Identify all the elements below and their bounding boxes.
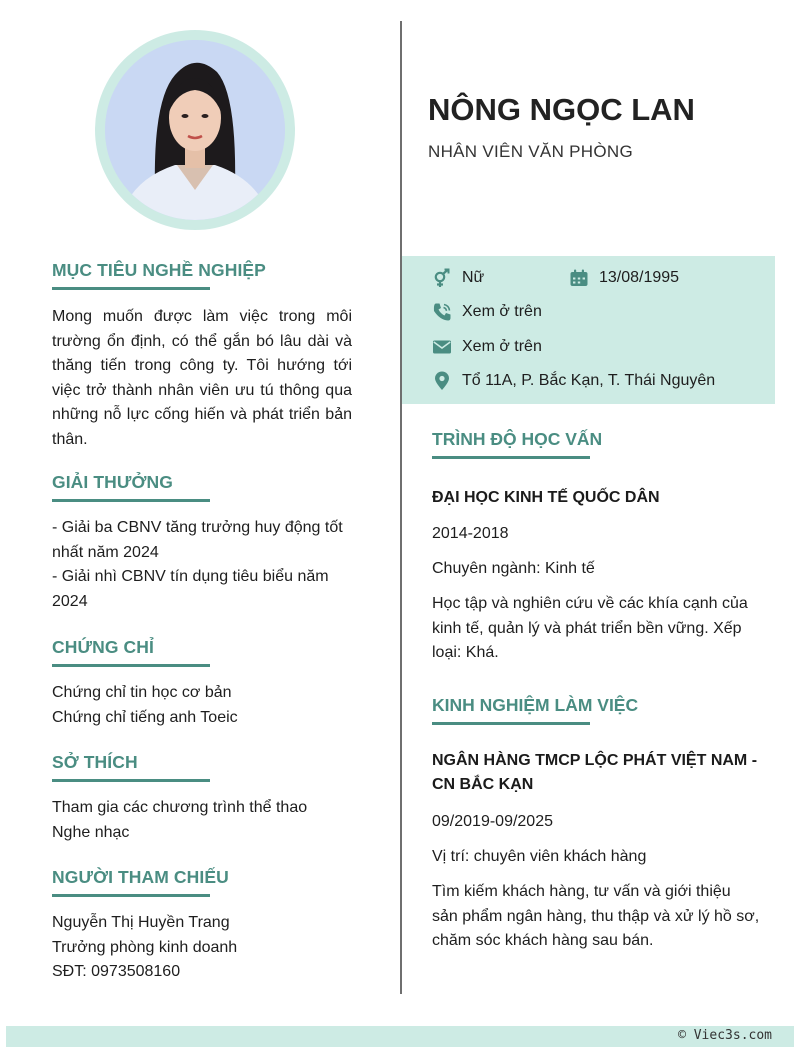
gender-value: Nữ [462,269,485,286]
references-underline [52,894,210,897]
contact-panel [402,256,775,404]
email-row [432,335,542,359]
experience-description: Tìm kiếm khách hàng, tư vấn và giới thiệu sản phẩm ngân hàng, thu thập và xử lý hồ sơ, chăm sóc khách hàng sau bán. [432,883,760,950]
phone-value: Xem ở trên [462,303,542,320]
experience-section [432,695,762,725]
certificates-list [52,681,352,730]
certificates-underline [52,664,210,667]
awards-list [52,516,352,614]
experience-position: Vị trí: chuyên viên khách hàng [432,848,647,865]
reference-position: Trưởng phòng kinh doanh [52,938,238,956]
objective-heading: MỤC TIÊU NGHỀ NGHIỆP [52,260,266,280]
education-section [432,429,762,459]
experience-period: 09/2019-09/2025 [432,813,553,830]
gender-row [432,266,484,290]
references-heading: NGƯỜI THAM CHIẾU [52,867,229,887]
objective-section [52,260,352,453]
column-divider [400,21,402,994]
reference-name: Nguyễn Thị Huyền Trang [52,914,230,931]
address-row [432,369,715,393]
email-value: Xem ở trên [462,338,542,355]
gender-icon [432,268,452,288]
awards-heading: GIẢI THƯỞNG [52,472,173,492]
phone-row [432,300,542,324]
certificates-section [52,637,352,730]
experience-company: NGÂN HÀNG TMCP LỘC PHÁT VIỆT NAM - CN BẮC KẠN [432,752,758,793]
references-list [52,911,352,985]
address-value: Tổ 11A, P. Bắc Kạn, T. Thái Nguyên [462,372,716,389]
avatar-frame [95,30,295,230]
education-heading: TRÌNH ĐỘ HỌC VẤN [432,429,603,449]
phone-icon [432,302,452,322]
certificate-item: Chứng chỉ tiếng anh Toeic [52,708,238,726]
candidate-name: NÔNG NGỌC LAN [428,92,695,127]
calendar-icon [569,268,589,288]
reference-phone: SĐT: 0973508160 [52,963,181,981]
candidate-job-title: NHÂN VIÊN VĂN PHÒNG [428,142,634,161]
envelope-icon [432,337,452,357]
experience-heading: KINH NGHIỆM LÀM VIỆC [432,695,639,715]
award-item: - Giải nhì CBNV tín dụng tiêu biểu năm 2024 [52,568,329,610]
hobbies-underline [52,779,210,782]
birthday-value: 13/08/1995 [599,269,680,286]
awards-section [52,472,352,614]
education-major: Chuyên ngành: Kinh tế [432,560,595,577]
experience-underline [432,722,590,725]
hobby-item: Tham gia các chương trình thể thao [52,799,308,816]
birthday-row [569,266,679,290]
certificates-heading: CHỨNG CHỈ [52,637,154,657]
hobby-item: Nghe nhạc [52,823,130,841]
education-underline [432,456,590,459]
avatar [105,40,285,220]
certificate-item: Chứng chỉ tin học cơ bản [52,684,232,701]
objective-underline [52,287,210,290]
awards-underline [52,499,210,502]
education-school: ĐẠI HỌC KINH TẾ QUỐC DÂN [432,489,660,506]
education-period: 2014-2018 [432,525,509,542]
footer-credit: © Viec3s.com [678,1028,772,1043]
education-description: Học tập và nghiên cứu về các khía cạnh của kinh tế, quản lý và phát triển bền vững. Xếp loại: Khá. [432,595,748,662]
hobbies-section [52,752,352,845]
references-section [52,867,352,985]
objective-text: Mong muốn được làm việc trong môi trường ổn định, có thể gắn bó lâu dài và thăng tiến trong công ty. Tôi hướng tới việc trở thành nhân viên ưu tú thông qua những nỗ lực cống hiến và phát triển bản thân. [52,308,352,448]
hobbies-heading: SỞ THÍCH [52,752,138,772]
award-item: - Giải ba CBNV tăng trưởng huy động tốt nhất năm 2024 [52,519,343,561]
location-pin-icon [432,371,452,391]
footer-bar [6,1026,794,1047]
hobbies-list [52,796,352,845]
